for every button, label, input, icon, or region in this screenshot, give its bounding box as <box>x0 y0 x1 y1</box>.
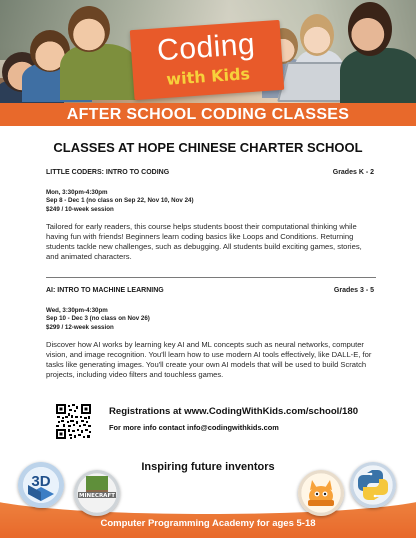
course-grades: Grades 3 - 5 <box>333 287 374 294</box>
course-description: Discover how AI works by learning key AI and ML concepts such as neural networks, computer vision, and image recognition. You'll learn how to use modern AI tools effectively, like DALL-E, for tasks like generating images. You'll create your own AI models that will be used to build Scratch projects, including video filters and touchless games. <box>46 340 372 380</box>
course-header <box>46 287 374 299</box>
scratch-cat-icon <box>298 470 344 516</box>
python-icon <box>350 462 396 508</box>
schedule-price: $299 / 12-week session <box>46 323 114 331</box>
svg-text:MINECRAFT: MINECRAFT <box>79 493 115 499</box>
course-grades: Grades K - 2 <box>332 169 374 176</box>
course-title: LITTLE CODERS: INTRO TO CODING <box>46 169 170 176</box>
student-head <box>68 6 110 52</box>
hero-photo <box>0 0 416 103</box>
student-head <box>300 14 334 56</box>
course-schedule <box>46 307 374 332</box>
contact-info-link[interactable]: For more info contact info@codingwithkids.com <box>109 423 279 432</box>
student-body <box>340 48 416 103</box>
registration-link[interactable]: Registrations at www.CodingWithKids.com/school/180 <box>109 406 359 417</box>
title-banner: AFTER SCHOOL CODING CLASSES <box>0 103 416 126</box>
logo-with-kids-text: with Kids <box>165 64 251 89</box>
tagline: Inspiring future inventors <box>141 461 275 473</box>
section-divider <box>46 277 376 278</box>
footer-subtitle: Computer Programming Academy for ages 5-18 <box>100 518 316 529</box>
student-head <box>348 2 392 56</box>
course-title: AI: INTRO TO MACHINE LEARNING <box>46 287 164 294</box>
course-little-coders <box>46 169 374 262</box>
school-heading: CLASSES AT HOPE CHINESE CHARTER SCHOOL <box>53 140 363 155</box>
coding-with-kids-logo <box>130 20 285 100</box>
schedule-dates: Sep 10 - Dec 3 (no class on Nov 26) <box>46 315 150 323</box>
course-header <box>46 169 374 181</box>
schedule-price: $249 / 10-week session <box>46 205 114 213</box>
svg-text:3D: 3D <box>31 473 51 490</box>
student-body <box>60 44 138 100</box>
course-schedule <box>46 189 374 214</box>
minecraft-icon <box>74 470 120 516</box>
course-description: Tailored for early readers, this course helps students boost their computational thinking while having fun with friends! Beginners learn coding basics like Loops and Conditions. Returning students tackle new challenges, such as debugging. All students build exciting games, stories, and animated characters. <box>46 222 362 262</box>
schedule-time: Mon, 3:30pm-4:30pm <box>46 189 108 196</box>
qr-code-icon[interactable] <box>55 403 92 440</box>
footer-title: Coding with Kids <box>146 497 270 514</box>
logo-coding-text: Coding <box>156 27 257 68</box>
schedule-time: Wed, 3:30pm-4:30pm <box>46 307 108 314</box>
3d-icon <box>18 462 64 508</box>
schedule-dates: Sep 8 - Dec 1 (no class on Sep 22, Nov 10, Nov 24) <box>46 197 194 205</box>
course-ai-intro <box>46 287 374 380</box>
